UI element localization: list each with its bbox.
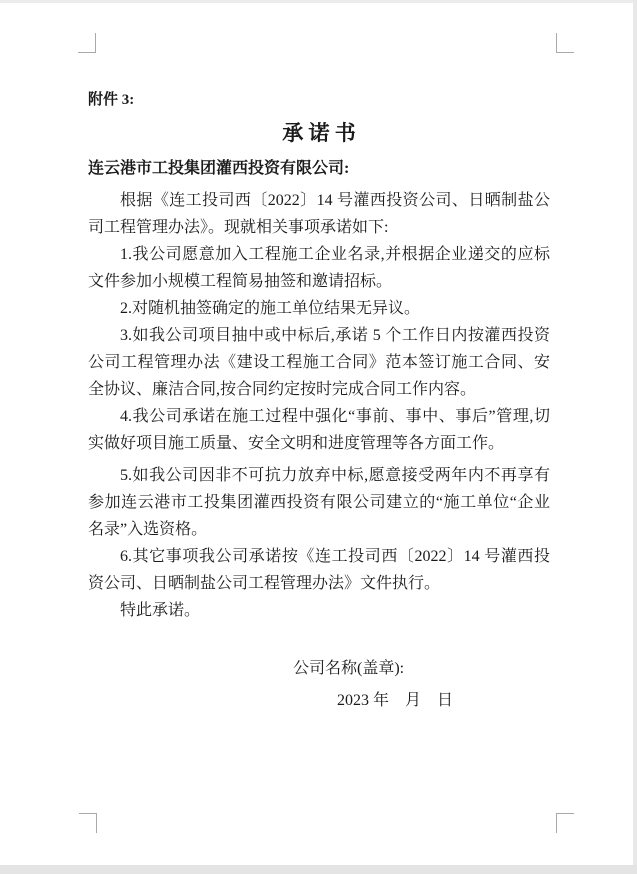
document-title: 承 诺 书 bbox=[282, 121, 356, 145]
body-paragraph: 1.我公司愿意加入工程施工企业名录,并根据企业递交的应标文件参加小规模工程简易抽签和邀请招标。 bbox=[88, 246, 550, 290]
closing-line: 特此承诺。 bbox=[120, 602, 201, 619]
document-content bbox=[88, 90, 550, 712]
crop-mark-bottom-left bbox=[79, 813, 97, 833]
body-paragraph: 3.如我公司项目抽中或中标后,承诺 5 个工作日内按灌西投资公司工程管理办法《建设工程施工合同》范本签订施工合同、安全协议、廉洁合同,按合同约定按时完成合同工作内容。 bbox=[88, 327, 550, 398]
body-paragraph: 2.对随机抽签确定的施工单位结果无异议。 bbox=[120, 300, 421, 317]
page-edge-bottom bbox=[0, 865, 637, 874]
crop-mark-bottom-right bbox=[556, 813, 574, 833]
page-edge-top bbox=[0, 0, 637, 3]
document-body bbox=[88, 187, 550, 624]
body-paragraph: 4.我公司承诺在施工过程中强化“事前、事中、事后”管理,切实做好项目施工质量、安全文明和进度管理等各方面工作。 bbox=[88, 408, 550, 452]
page-edge-right bbox=[633, 0, 637, 874]
crop-mark-top-left bbox=[78, 33, 96, 53]
body-paragraph: 6.其它事项我公司承诺按《连工投司西〔2022〕14 号灌西投资公司、日晒制盐公司工程管理办法》文件执行。 bbox=[88, 548, 550, 592]
attachment-label: 附件 3: bbox=[88, 92, 135, 108]
body-paragraph: 根据《连工投司西〔2022〕14 号灌西投资公司、日晒制盐公司工程管理办法》。现就相关事项承诺如下: bbox=[88, 192, 550, 236]
signature-date-line: 2023 年 月 日 bbox=[337, 692, 454, 709]
crop-mark-top-right bbox=[556, 33, 574, 53]
signature-company-line: 公司名称(盖章): bbox=[293, 660, 405, 677]
signature-block bbox=[88, 658, 550, 712]
body-paragraph: 5.如我公司因非不可抗力放弃中标,愿意接受两年内不再享有参加连云港市工投集团灌西投资有限公司建立的“施工单位“企业名录”入选资格。 bbox=[88, 467, 550, 538]
salutation-line: 连云港市工投集团灌西投资有限公司: bbox=[88, 160, 350, 177]
